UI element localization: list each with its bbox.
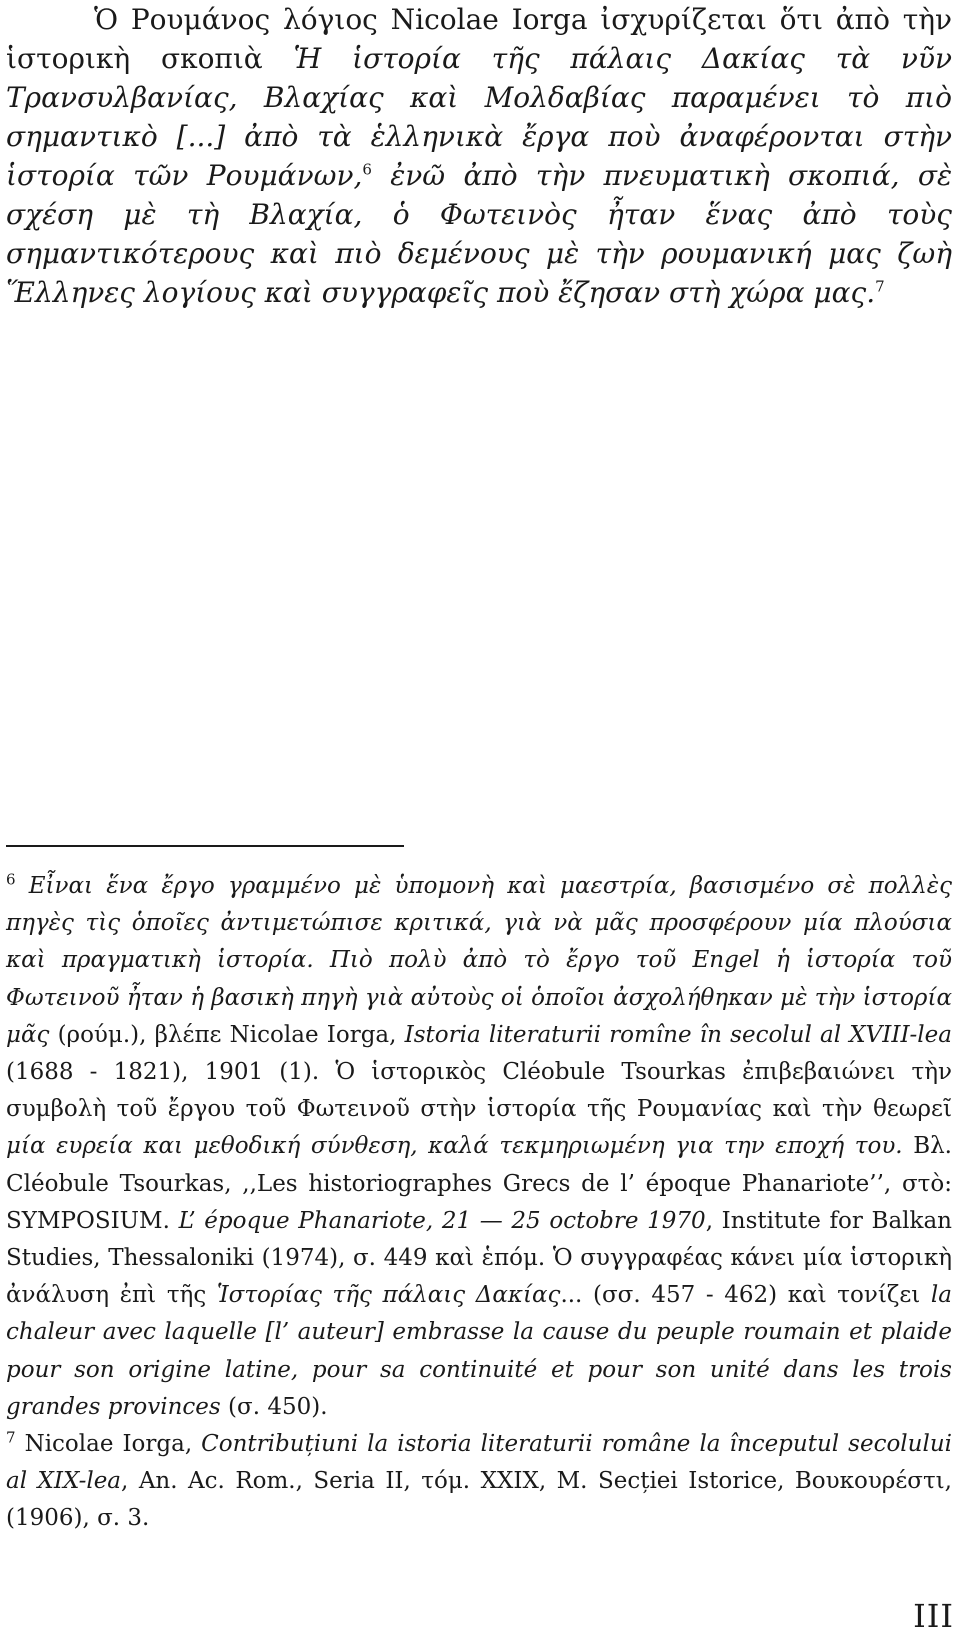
footnote-6 [6,868,952,1426]
footnote-6-text: , Institute for Balkan Studies, Thessaloniki (1974), σ. 449 καὶ ἑπόμ. Ὁ συγγραφέας κάνει μία ἱστορικὴ ἀνάλυση ἐπὶ τῆς [6,1207,952,1309]
footnote-mark-6: 6 [6,870,16,889]
footnote-6-quote: Εἶναι ἕνα ἔργο γραμμένο μὲ ὑπομονὴ καὶ μαεστρία, βασισμένο σὲ πολλὲς πηγὲς τὶς ὁποῖες ἀντιμετώπισε κριτικά, γιὰ νὰ μᾶς προσφέρουν μία πλούσια καὶ πραγματικὴ ἱστορία. Πιὸ πολὺ ἀπὸ τὸ ἔργο τοῦ Engel ἡ ἱστορία τοῦ Φωτεινοῦ ἦταν ἡ βασικὴ πηγὴ γιὰ αὐτοὺς οἱ ὁποῖοι ἀσχολήθηκαν μὲ τὴν ἱστορία μᾶς [6,873,952,1048]
footnote-6-text: Βλ. Cléobule Tsourkas, ,,Les historiographes Grecs de l’ époque Phanariote’’, στὸ: SYMPOSIUM. [6,1133,952,1234]
quoted-title: Ἡ ἱστορία τῆς πάλαις Δακίας τὰ νῦν Τρανσυλβανίας, Βλαχίας καὶ Μολδαβίας παραμένει τὸ πιὸ σημαντικὸ [...] ἀπὸ τὰ ἑλληνικὰ ἔργα ποὺ ἀναφέρονται στὴν ἱστορία τῶν Ρουμάνων, [6,42,952,192]
footnote-6-quote: μία ευρεία και μεθοδική σύνθεση, καλά τεκμηριωμένη για την εποχή του. [6,1133,903,1160]
footnote-6-text: (1688 - 1821), 1901 (1). Ὁ ἱστορικὸς Cléobule Tsourkas ἐπιβεβαιώνει τὴν συμβολὴ τοῦ ἔργου τοῦ Φωτεινοῦ στὴν ἱστορία τῆς Ρουμανίας καὶ τὴν θεωρεῖ [6,1059,952,1123]
body-text: Ὁ Ρουμάνος λόγιος Nicolae Iorga ἰσχυρίζεται ὅτι ἀπὸ τὴν ἱστορικὴ σκοπιὰ [6,3,952,75]
footnote-mark-7: 7 [6,1428,16,1447]
footnote-6-text: (ρούμ.), βλέπε Nicolae Iorga, [49,1021,405,1048]
footnote-ref-6[interactable]: 6 [362,160,372,179]
page-number: III [913,1597,954,1635]
footnote-6-french-quote: la chaleur avec laquelle [l’ auteur] embrasse la cause du peuple roumain et plaide pour son origine latine, pour sa continuité et pour son unité dans les trois grandes provinces [6,1282,952,1420]
footnote-6-book-title: L’ époque Phanariote, 21 — 25 octobre 1970 [178,1207,706,1234]
quoted-text: ἐνῶ ἀπὸ τὴν πνευματικὴ σκοπιά, σὲ σχέση μὲ τὴ Βλαχία, ὁ Φωτεινὸς ἦταν ἕνας ἀπὸ τοὺς σημαντικότερους καὶ πιὸ δεμένους μὲ τὴν ρουμανική μας ζωὴ Ἕλληνες λογίους καὶ συγγραφεῖς ποὺ ἔζησαν στὴ χώρα μας. [6,159,953,309]
footnote-7-text: , An. Ac. Rom., Seria II, τόμ. XXIX, M. Secției Istorice, Βουκουρέστι, (1906), σ. 3. [6,1468,952,1532]
footnote-7 [6,1426,952,1538]
footnotes [6,868,952,1538]
body-text-space [372,159,390,192]
body-paragraph [6,0,952,312]
footnote-6-text: (σ. 450). [220,1393,328,1420]
footnote-7-text: Nicolae Iorga, [15,1431,202,1458]
footnote-ref-7[interactable]: 7 [875,277,885,296]
footnote-separator [6,845,404,847]
footnote-6-text: ... (σσ. 457 - 462) καὶ τονίζει [560,1282,931,1309]
main-text [6,0,952,312]
footnote-7-book-title: Contribuțiuni la istoria literaturii române la începutul secolului al XIX-lea [6,1431,952,1495]
footnote-6-book-title: Ἱστορίας τῆς πάλαις Δακίας [216,1282,561,1309]
footnote-6-book-title: Istoria literaturii romîne în secolul al XVIII-lea [404,1021,952,1048]
